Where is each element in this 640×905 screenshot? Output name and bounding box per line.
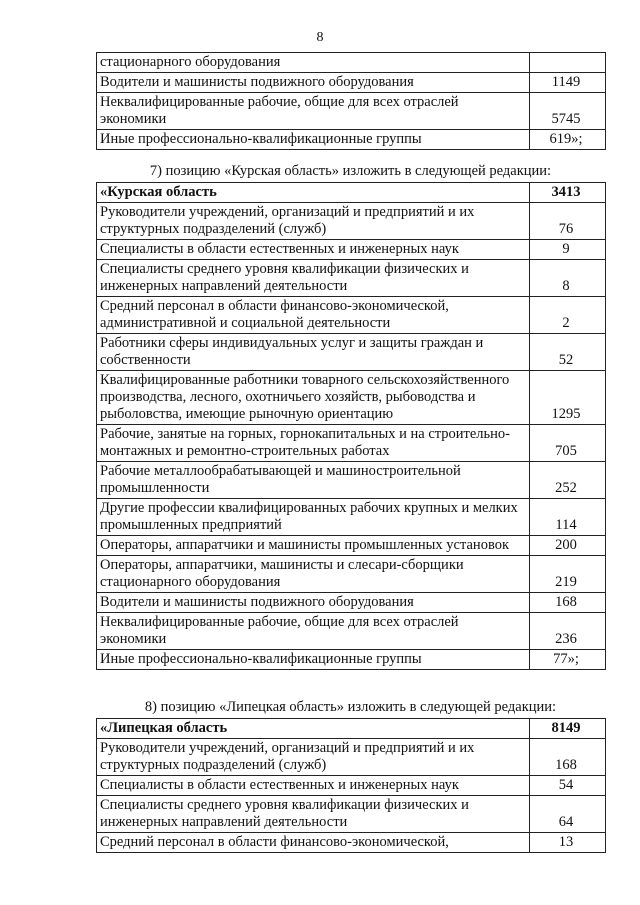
table-lipetsk-body xyxy=(97,719,606,853)
row-value: 168 xyxy=(530,739,606,776)
table-row xyxy=(97,536,606,556)
row-name: Водители и машинисты подвижного оборудования xyxy=(97,593,530,613)
row-name: Иные профессионально-квалификационные группы xyxy=(97,130,530,150)
region-name: «Липецкая область xyxy=(97,719,530,739)
page-number: 8 xyxy=(316,30,324,45)
row-value: 2 xyxy=(530,297,606,334)
row-name: Средний персонал в области финансово-экономической, административной и социальной деятельности xyxy=(97,297,530,334)
table-row xyxy=(97,93,606,130)
region-header-row xyxy=(97,719,606,739)
table-row xyxy=(97,556,606,593)
row-name: Рабочие металлообрабатывающей и машиностроительной промышленности xyxy=(97,462,530,499)
row-value: 252 xyxy=(530,462,606,499)
table-row xyxy=(97,371,606,425)
table-row xyxy=(97,203,606,240)
table-kursk-body xyxy=(97,183,606,670)
row-name: стационарного оборудования xyxy=(97,53,530,73)
row-value: 5745 xyxy=(530,93,606,130)
row-name: Иные профессионально-квалификационные группы xyxy=(97,650,530,670)
row-name: Рабочие, занятые на горных, горнокапитальных и на строительно-монтажных и ремонтно-строительных работах xyxy=(97,425,530,462)
row-name: Специалисты среднего уровня квалификации физических и инженерных направлений деятельности xyxy=(97,796,530,833)
row-value: 13 xyxy=(530,833,606,853)
row-name: Операторы, аппаратчики и машинисты промышленных установок xyxy=(97,536,530,556)
table-row xyxy=(97,130,606,150)
table-row xyxy=(97,73,606,93)
region-total: 3413 xyxy=(530,183,606,203)
table-row xyxy=(97,260,606,297)
row-value: 114 xyxy=(530,499,606,536)
row-name: Операторы, аппаратчики, машинисты и слесари-сборщики стационарного оборудования xyxy=(97,556,530,593)
table-row xyxy=(97,776,606,796)
row-name: Специалисты среднего уровня квалификации физических и инженерных направлений деятельности xyxy=(97,260,530,297)
row-value: 77»; xyxy=(530,650,606,670)
row-value: 1149 xyxy=(530,73,606,93)
row-value: 619»; xyxy=(530,130,606,150)
row-name: Другие профессии квалифицированных рабочих крупных и мелких промышленных предприятий xyxy=(97,499,530,536)
row-name: Специалисты в области естественных и инженерных наук xyxy=(97,776,530,796)
table-row xyxy=(97,240,606,260)
row-name: Средний персонал в области финансово-экономической, xyxy=(97,833,530,853)
row-value: 705 xyxy=(530,425,606,462)
row-value: 8 xyxy=(530,260,606,297)
table-row xyxy=(97,297,606,334)
region-name: «Курская область xyxy=(97,183,530,203)
instruction-lipetsk: 8) позицию «Липецкая область» изложить в следующей редакции: xyxy=(144,699,557,715)
table-continuation xyxy=(96,52,606,150)
table-row xyxy=(97,462,606,499)
table-continuation-body xyxy=(97,53,606,150)
row-value: 1295 xyxy=(530,371,606,425)
instruction-kursk: 7) позицию «Курская область» изложить в следующей редакции: xyxy=(149,163,552,179)
row-value: 76 xyxy=(530,203,606,240)
row-name: Неквалифицированные рабочие, общие для всех отраслей экономики xyxy=(97,613,530,650)
row-name: Руководители учреждений, организаций и предприятий и их структурных подразделений (служб) xyxy=(97,203,530,240)
table-row xyxy=(97,613,606,650)
table-row xyxy=(97,334,606,371)
row-value: 9 xyxy=(530,240,606,260)
region-header-row xyxy=(97,183,606,203)
row-value: 236 xyxy=(530,613,606,650)
row-name: Водители и машинисты подвижного оборудования xyxy=(97,73,530,93)
table-kursk xyxy=(96,182,606,670)
row-name: Специалисты в области естественных и инженерных наук xyxy=(97,240,530,260)
row-value: 52 xyxy=(530,334,606,371)
row-name: Неквалифицированные рабочие, общие для всех отраслей экономики xyxy=(97,93,530,130)
region-total: 8149 xyxy=(530,719,606,739)
table-row xyxy=(97,796,606,833)
table-lipetsk xyxy=(96,718,606,853)
row-name: Работники сферы индивидуальных услуг и защиты граждан и собственности xyxy=(97,334,530,371)
row-value: 64 xyxy=(530,796,606,833)
table-row xyxy=(97,593,606,613)
table-row xyxy=(97,499,606,536)
table-row xyxy=(97,739,606,776)
table-row xyxy=(97,425,606,462)
row-name: Квалифицированные работники товарного сельскохозяйственного производства, лесного, охотничьего хозяйств, рыбоводства и рыболовства, имеющие рыночную ориентацию xyxy=(97,371,530,425)
row-value: 168 xyxy=(530,593,606,613)
table-row xyxy=(97,650,606,670)
row-value: 200 xyxy=(530,536,606,556)
row-value xyxy=(530,53,606,73)
row-name: Руководители учреждений, организаций и предприятий и их структурных подразделений (служб) xyxy=(97,739,530,776)
table-row xyxy=(97,53,606,73)
row-value: 219 xyxy=(530,556,606,593)
row-value: 54 xyxy=(530,776,606,796)
table-row xyxy=(97,833,606,853)
